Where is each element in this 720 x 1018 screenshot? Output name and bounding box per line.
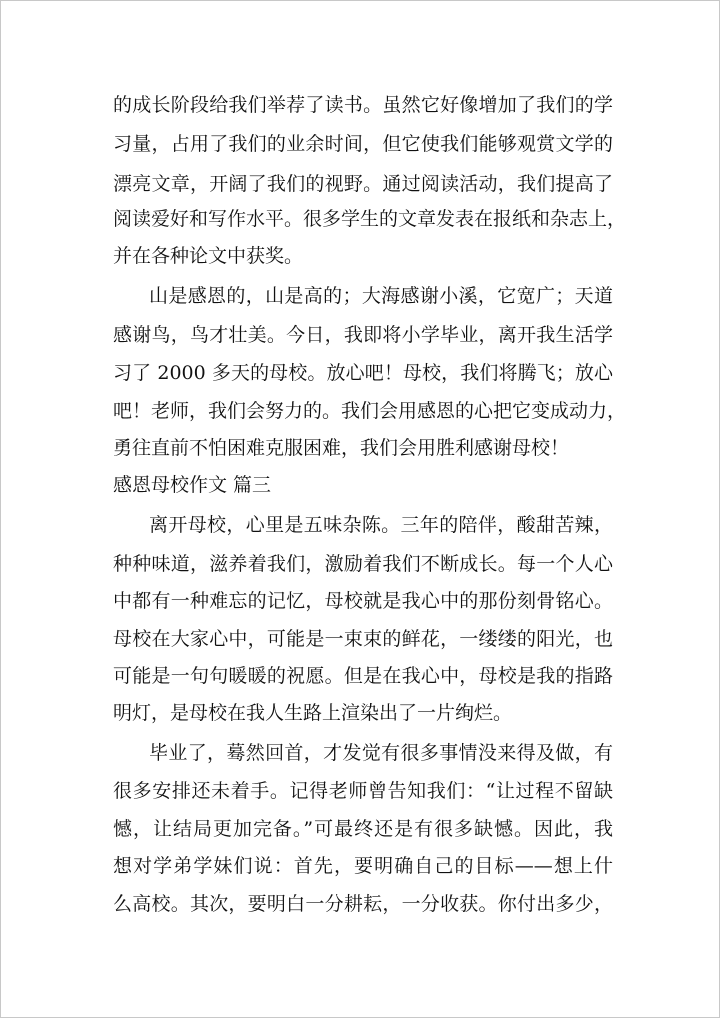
text-line-20: 憾，让结局更加完备。”可最终还是有很多缺憾。因此，我	[113, 818, 613, 840]
text-line-10: 勇往直前不怕困难克服困难，我们会用胜利感谢母校！	[113, 437, 570, 459]
text-line-9: 吧！老师，我们会努力的。我们会用感恩的心把它变成动力，	[113, 400, 627, 422]
text-line-8: 习了 2000 多天的母校。放心吧！母校，我们将腾飞；放心	[113, 362, 613, 384]
text-line-17: 明灯，是母校在我人生路上渲染出了一片绚烂。	[113, 702, 513, 724]
text-line-14: 中都有一种难忘的记忆，母校就是我心中的那份刻骨铭心。	[113, 590, 613, 612]
text-line-7: 感谢鸟，鸟才壮美。今日，我即将小学毕业，离开我生活学	[113, 324, 613, 346]
text-line-19: 很多安排还未着手。记得老师曾告知我们：“让过程不留缺	[113, 780, 613, 802]
text-line-13: 种种味道，滋养着我们，激励着我们不断成长。每一个人心	[113, 553, 613, 575]
section-heading: 感恩母校作文 篇三	[113, 474, 272, 496]
text-line-6: 山是感恩的，山是高的；大海感谢小溪，它宽广；天道	[149, 285, 613, 307]
text-line-4: 阅读爱好和写作水平。很多学生的文章发表在报纸和杂志上，	[113, 208, 627, 230]
text-line-22: 么高校。其次，要明白一分耕耘，一分收获。你付出多少，	[113, 893, 613, 915]
text-line-18: 毕业了，蓦然回首，才发觉有很多事情没来得及做，有	[149, 742, 613, 764]
text-line-15: 母校在大家心中，可能是一束束的鲜花，一缕缕的阳光，也	[113, 628, 613, 650]
text-line-3: 漂亮文章，开阔了我们的视野。通过阅读活动，我们提高了	[113, 173, 613, 195]
text-line-2: 习量，占用了我们的业余时间，但它使我们能够观赏文学的	[113, 133, 613, 155]
text-line-1: 的成长阶段给我们举荐了读书。虽然它好像增加了我们的学	[113, 94, 613, 116]
text-line-12: 离开母校，心里是五味杂陈。三年的陪伴，酸甜苦辣，	[149, 514, 613, 536]
text-line-21: 想对学弟学妹们说：首先，要明确自己的目标——想上什	[113, 855, 613, 877]
text-line-16: 可能是一句句暖暖的祝愿。但是在我心中，母校是我的指路	[113, 665, 613, 687]
text-line-5: 并在各种论文中获奖。	[113, 245, 304, 267]
